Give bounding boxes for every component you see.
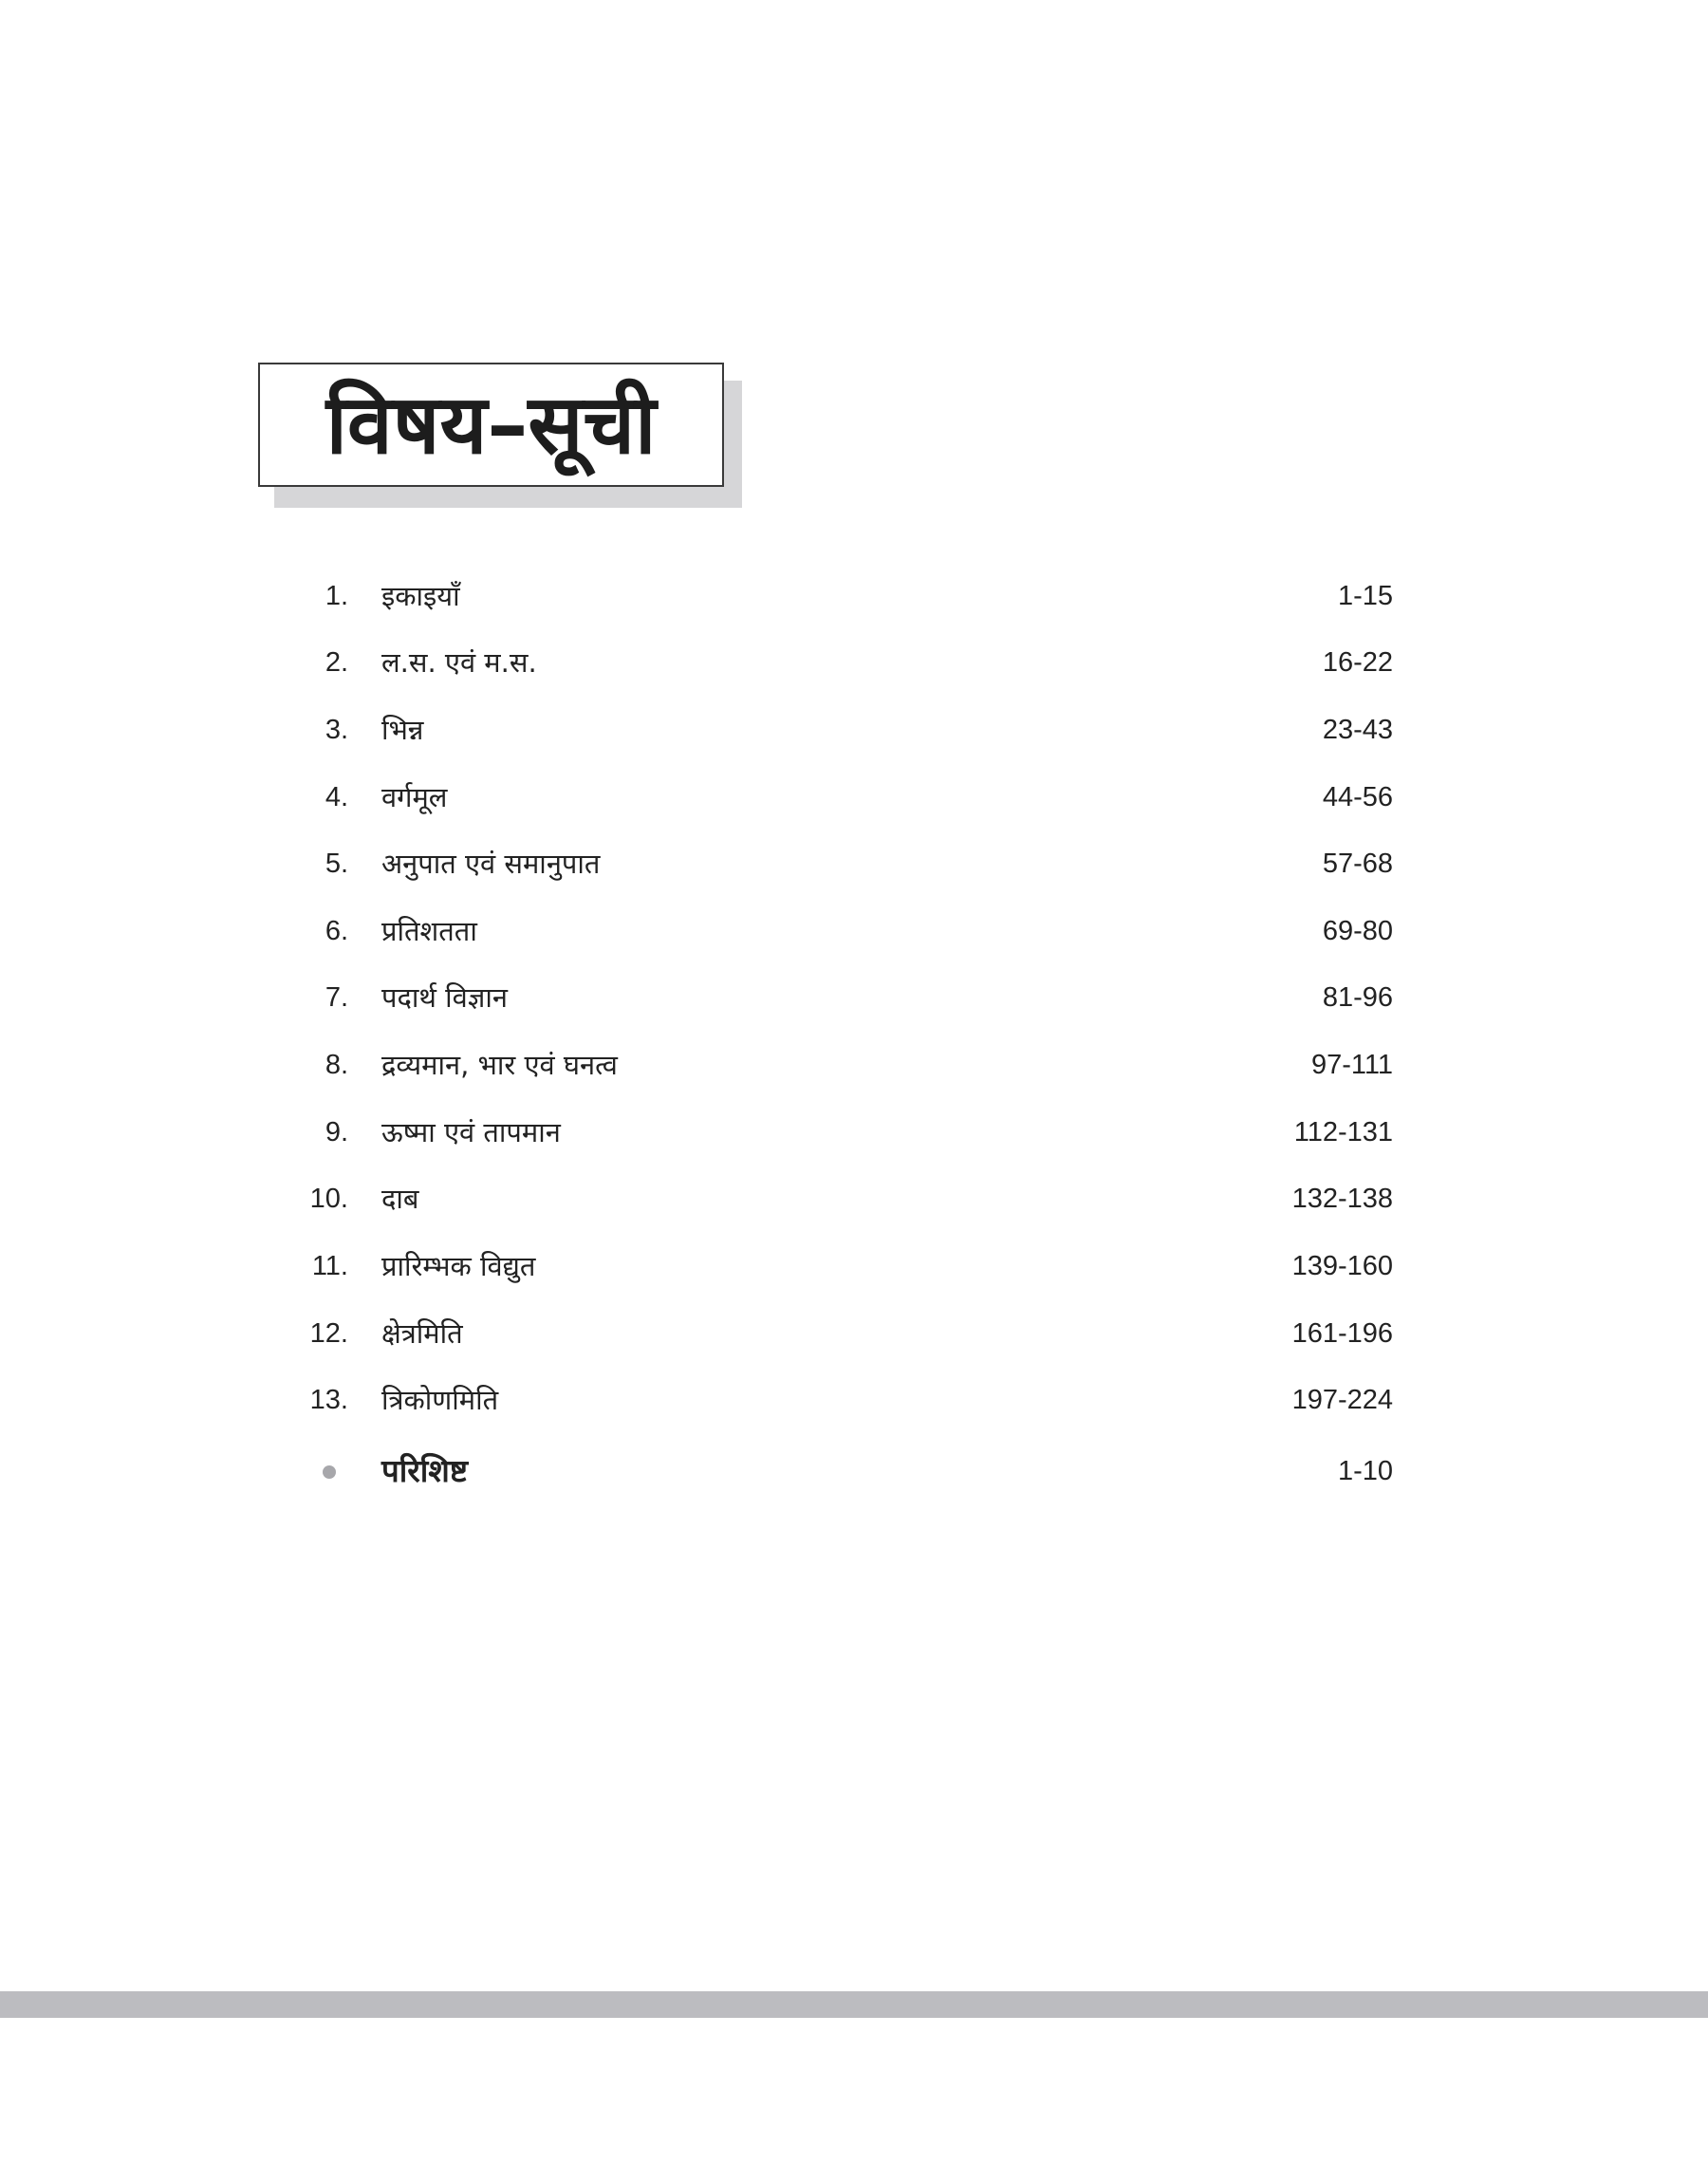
toc-entry-pages: 69-80 — [1322, 916, 1393, 946]
toc-entry[interactable] — [0, 969, 1708, 1026]
toc-entry-title: वर्गमूल — [381, 781, 448, 813]
toc-entry-title: पदार्थ विज्ञान — [381, 981, 508, 1014]
toc-entry-pages: 1-15 — [1337, 581, 1393, 611]
toc-entry-title: ल.स. एवं म.स. — [381, 646, 537, 679]
toc-entry[interactable] — [0, 1170, 1708, 1227]
toc-entry-title: प्रतिशतता — [381, 915, 477, 947]
toc-entry-number: 2. — [325, 647, 348, 678]
toc-entry-pages: 23-43 — [1322, 715, 1393, 745]
toc-entry-pages: 16-22 — [1322, 647, 1393, 678]
toc-entry-pages: 81-96 — [1322, 982, 1393, 1013]
toc-entry-pages: 161-196 — [1291, 1318, 1393, 1349]
toc-entry-number: 1. — [325, 581, 348, 611]
page-title: विषय–सूची — [325, 377, 657, 473]
toc-entry-number: 8. — [325, 1050, 348, 1080]
toc-entry[interactable] — [0, 1238, 1708, 1295]
toc-entry-pages: 57-68 — [1322, 849, 1393, 879]
toc-entry[interactable] — [0, 1104, 1708, 1161]
toc-entry-title: दाब — [381, 1183, 419, 1215]
toc-entry-title: ऊष्मा एवं तापमान — [381, 1116, 561, 1148]
toc-entry-pages: 139-160 — [1291, 1251, 1393, 1281]
toc-entry-title: क्षेत्रमिति — [381, 1317, 463, 1350]
toc-entry[interactable] — [0, 1036, 1708, 1093]
toc-entry-title: द्रव्यमान, भार एवं घनत्व — [381, 1049, 618, 1081]
toc-entry-title: अनुपात एवं समानुपात — [381, 848, 601, 880]
toc-entry-number: 12. — [309, 1318, 348, 1349]
toc-entry[interactable] — [0, 568, 1708, 625]
toc-entry-number: 9. — [325, 1117, 348, 1147]
toc-entry-number: 7. — [325, 982, 348, 1013]
toc-entry-number: 4. — [325, 782, 348, 812]
toc-entry[interactable] — [0, 701, 1708, 758]
toc-entry-pages: 97-111 — [1311, 1050, 1393, 1080]
toc-entry[interactable] — [0, 835, 1708, 892]
toc-entry-appendix[interactable] — [0, 1443, 1708, 1500]
toc-entry-title: परिशिष्ट — [381, 1452, 469, 1489]
footer-bar — [0, 1991, 1708, 2018]
bullet-icon — [323, 1465, 336, 1479]
toc-entry-pages: 197-224 — [1291, 1385, 1393, 1415]
toc-entry-title: भिन्न — [381, 714, 424, 746]
toc-entry[interactable] — [0, 1305, 1708, 1362]
toc-entry-number: 13. — [309, 1385, 348, 1415]
toc-entry[interactable] — [0, 634, 1708, 691]
toc-entry-pages: 1-10 — [1337, 1456, 1393, 1486]
toc-entry-pages: 132-138 — [1291, 1184, 1393, 1214]
toc-entry-number: 3. — [325, 715, 348, 745]
toc-entry-pages: 112-131 — [1293, 1117, 1393, 1147]
toc-entry-title: प्रारिम्भक विद्युत — [381, 1250, 536, 1282]
toc-entry-title: इकाइयाँ — [381, 580, 460, 612]
toc-entry-number: 5. — [325, 849, 348, 879]
toc-entry-pages: 44-56 — [1322, 782, 1393, 812]
toc-entry-title: त्रिकोणमिति — [381, 1384, 499, 1416]
toc-entry-number: 6. — [325, 916, 348, 946]
toc-entry[interactable] — [0, 903, 1708, 960]
toc-entry-number: 10. — [309, 1184, 348, 1214]
toc-entry[interactable] — [0, 1371, 1708, 1428]
toc-entry[interactable] — [0, 769, 1708, 826]
toc-entry-number: 11. — [311, 1251, 348, 1281]
